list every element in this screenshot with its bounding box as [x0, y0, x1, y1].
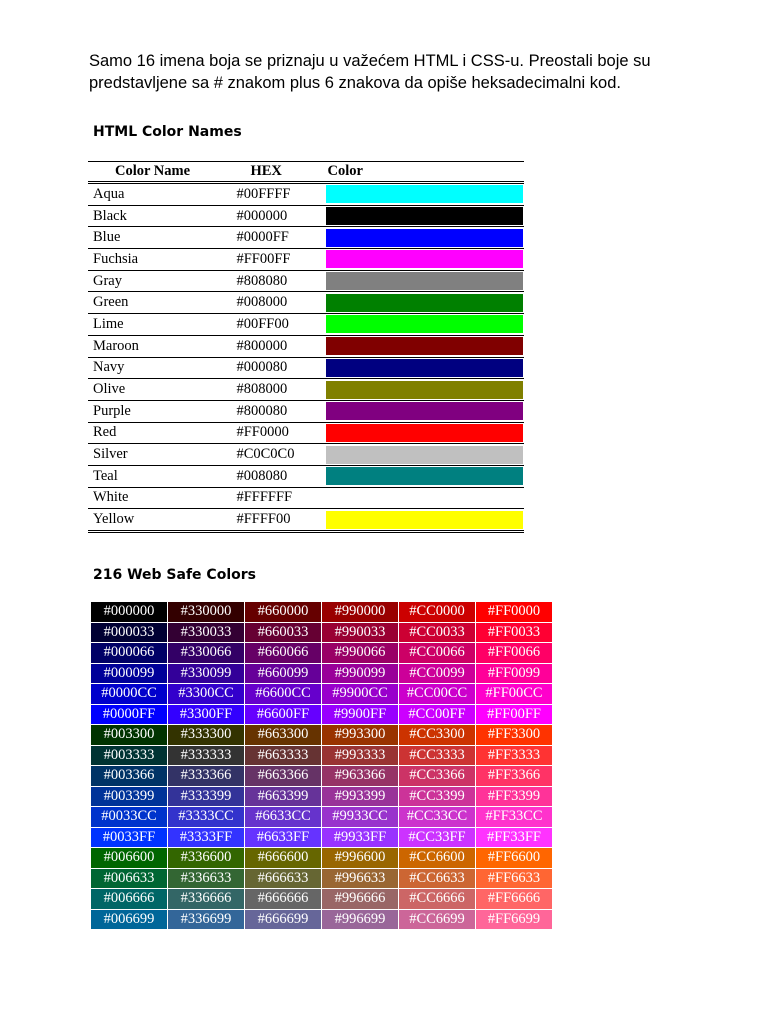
- color-name-cell: Silver: [88, 444, 230, 466]
- web-safe-color-cell: #CC6699: [399, 910, 475, 930]
- web-safe-color-cell: #CC00CC: [399, 684, 475, 704]
- color-swatch-cell: [326, 465, 525, 487]
- web-safe-color-cell: #660033: [245, 623, 321, 643]
- color-names-body: [88, 183, 524, 532]
- web-safe-color-cell: #CC33FF: [399, 828, 475, 848]
- web-safe-color-cell: #003399: [91, 787, 167, 807]
- web-safe-color-cell: #CC6666: [399, 889, 475, 909]
- color-swatch: [326, 250, 524, 268]
- web-safe-color-cell: #333366: [168, 766, 244, 786]
- web-safe-color-cell: #993333: [322, 746, 398, 766]
- color-swatch: [326, 359, 524, 377]
- table-row: [88, 249, 524, 271]
- web-safe-color-cell: #FF0066: [476, 643, 552, 663]
- web-safe-color-cell: #3333CC: [168, 807, 244, 827]
- web-safe-color-cell: #FF33FF: [476, 828, 552, 848]
- web-safe-color-cell: #660000: [245, 602, 321, 622]
- web-safe-color-cell: #CC6600: [399, 848, 475, 868]
- table-row: [88, 487, 524, 509]
- hex-cell: #FF00FF: [230, 249, 325, 271]
- web-safe-color-cell: #FF33CC: [476, 807, 552, 827]
- header-hex: HEX: [230, 162, 325, 183]
- web-safe-color-cell: #330033: [168, 623, 244, 643]
- web-safe-color-cell: #336600: [168, 848, 244, 868]
- table-row: [88, 444, 524, 466]
- color-swatch-cell: [326, 314, 525, 336]
- color-swatch: [326, 315, 524, 333]
- header-color-name: Color Name: [88, 162, 230, 183]
- web-safe-color-cell: #663399: [245, 787, 321, 807]
- web-safe-color-cell: #006699: [91, 910, 167, 930]
- web-safe-colors-grid: [91, 602, 553, 930]
- table-row: [88, 183, 524, 206]
- color-name-cell: Green: [88, 292, 230, 314]
- web-safe-color-cell: #006666: [91, 889, 167, 909]
- color-swatch-cell: [326, 422, 525, 444]
- web-safe-color-cell: #336699: [168, 910, 244, 930]
- color-swatch-cell: [326, 400, 525, 422]
- web-safe-color-cell: #FF0099: [476, 664, 552, 684]
- header-color: Color: [326, 162, 525, 183]
- html-color-names-heading: HTML Color Names: [93, 124, 242, 140]
- web-safe-color-cell: #0033CC: [91, 807, 167, 827]
- table-row: [88, 509, 524, 532]
- color-swatch: [326, 185, 524, 203]
- table-row: [88, 400, 524, 422]
- hex-cell: #008080: [230, 465, 325, 487]
- web-safe-color-cell: #000066: [91, 643, 167, 663]
- web-safe-color-cell: #CC3300: [399, 725, 475, 745]
- web-safe-color-cell: #663300: [245, 725, 321, 745]
- hex-cell: #808080: [230, 270, 325, 292]
- web-safe-color-cell: #CC0066: [399, 643, 475, 663]
- color-name-cell: Teal: [88, 465, 230, 487]
- web-safe-color-cell: #CC3333: [399, 746, 475, 766]
- table-row: [88, 422, 524, 444]
- color-swatch: [326, 337, 524, 355]
- color-name-cell: Lime: [88, 314, 230, 336]
- table-row: [88, 270, 524, 292]
- web-safe-color-cell: #666633: [245, 869, 321, 889]
- web-safe-color-cell: #330000: [168, 602, 244, 622]
- color-swatch-cell: [326, 335, 525, 357]
- hex-cell: #C0C0C0: [230, 444, 325, 466]
- web-safe-color-cell: #FF3333: [476, 746, 552, 766]
- web-safe-color-cell: #003333: [91, 746, 167, 766]
- color-name-cell: Blue: [88, 227, 230, 249]
- hex-cell: #FFFF00: [236, 511, 291, 528]
- hex-cell: #000080: [230, 357, 325, 379]
- web-safe-color-cell: #660099: [245, 664, 321, 684]
- color-name-cell: Red: [88, 422, 230, 444]
- web-safe-color-cell: #666600: [245, 848, 321, 868]
- hex-cell: #800000: [230, 335, 325, 357]
- web-safe-color-cell: #CC0099: [399, 664, 475, 684]
- color-name-cell: Olive: [88, 379, 230, 401]
- color-swatch-cell: [326, 227, 525, 249]
- web-safe-color-cell: #0000CC: [91, 684, 167, 704]
- hex-cell: #FF0000: [230, 422, 325, 444]
- web-safe-color-cell: #333399: [168, 787, 244, 807]
- web-safe-color-cell: #990033: [322, 623, 398, 643]
- table-header-row: [88, 162, 524, 183]
- color-swatch-cell: [326, 183, 525, 206]
- hex-cell: #0000FF: [230, 227, 325, 249]
- color-swatch-cell: [326, 379, 525, 401]
- hex-cell: #00FFFF: [230, 183, 325, 206]
- table-row: [88, 292, 524, 314]
- color-swatch-cell: [326, 292, 525, 314]
- web-safe-color-cell: #993300: [322, 725, 398, 745]
- web-safe-color-cell: #FF6666: [476, 889, 552, 909]
- web-safe-color-cell: #0000FF: [91, 705, 167, 725]
- web-safe-color-cell: #003366: [91, 766, 167, 786]
- web-safe-color-cell: #993399: [322, 787, 398, 807]
- web-safe-color-cell: #FF0000: [476, 602, 552, 622]
- color-swatch: [326, 207, 524, 225]
- color-swatch-cell: [326, 509, 525, 532]
- intro-paragraph: Samo 16 imena boja se priznaju u važećem HTML i CSS-u. Preostali boje su predstavljene sa # znakom plus 6 znakova da opiše heksadecimalni kod.: [89, 52, 651, 92]
- web-safe-color-cell: #FF3366: [476, 766, 552, 786]
- web-safe-color-cell: #996633: [322, 869, 398, 889]
- hex-cell: #00FF00: [230, 314, 325, 336]
- hex-cell: #800080: [230, 400, 325, 422]
- color-swatch: [326, 489, 524, 507]
- web-safe-color-cell: #9900FF: [322, 705, 398, 725]
- web-safe-color-cell: #990000: [322, 602, 398, 622]
- web-safe-color-cell: #963366: [322, 766, 398, 786]
- color-swatch-cell: [326, 357, 525, 379]
- web-safe-color-cell: #CC3399: [399, 787, 475, 807]
- web-safe-color-cell: #996600: [322, 848, 398, 868]
- table-row: [88, 357, 524, 379]
- web-safe-color-cell: #333333: [168, 746, 244, 766]
- web-safe-color-cell: #330066: [168, 643, 244, 663]
- web-safe-color-cell: #990066: [322, 643, 398, 663]
- web-safe-color-cell: #333300: [168, 725, 244, 745]
- web-safe-color-cell: #000000: [91, 602, 167, 622]
- web-safe-color-cell: #FF00CC: [476, 684, 552, 704]
- web-safe-color-cell: #990099: [322, 664, 398, 684]
- table-row: [88, 335, 524, 357]
- table-row: [88, 379, 524, 401]
- color-name-cell: Gray: [88, 270, 230, 292]
- web-safe-color-cell: #996699: [322, 910, 398, 930]
- table-row: [88, 465, 524, 487]
- web-safe-color-cell: #006600: [91, 848, 167, 868]
- table-row: [88, 205, 524, 227]
- color-swatch-cell: [326, 249, 525, 271]
- html-color-names-table: [88, 161, 524, 533]
- web-safe-color-cell: #336633: [168, 869, 244, 889]
- web-safe-color-cell: #FF0033: [476, 623, 552, 643]
- table-row: [88, 227, 524, 249]
- web-safe-color-cell: #CC3366: [399, 766, 475, 786]
- color-swatch-cell: [326, 444, 525, 466]
- web-safe-colors-heading: 216 Web Safe Colors: [93, 567, 256, 583]
- web-safe-color-cell: #FF6600: [476, 848, 552, 868]
- web-safe-color-cell: #CC0000: [399, 602, 475, 622]
- color-name-cell: Yellow: [93, 511, 135, 528]
- web-safe-color-cell: #336666: [168, 889, 244, 909]
- color-name-cell: Aqua: [88, 183, 230, 206]
- web-safe-color-cell: #666666: [245, 889, 321, 909]
- web-safe-color-cell: #6600CC: [245, 684, 321, 704]
- web-safe-color-cell: #FF6633: [476, 869, 552, 889]
- web-safe-color-cell: #0033FF: [91, 828, 167, 848]
- color-name-cell: Navy: [88, 357, 230, 379]
- web-safe-color-cell: #9900CC: [322, 684, 398, 704]
- color-name-cell: Fuchsia: [88, 249, 230, 271]
- web-safe-color-cell: #CC00FF: [399, 705, 475, 725]
- web-safe-color-cell: #660066: [245, 643, 321, 663]
- web-safe-color-cell: #000033: [91, 623, 167, 643]
- web-safe-color-cell: #006633: [91, 869, 167, 889]
- web-safe-color-cell: #FF00FF: [476, 705, 552, 725]
- web-safe-color-cell: #000099: [91, 664, 167, 684]
- web-safe-color-cell: #CC33CC: [399, 807, 475, 827]
- web-safe-color-cell: #663366: [245, 766, 321, 786]
- web-safe-color-cell: #330099: [168, 664, 244, 684]
- color-swatch-cell: [326, 487, 525, 509]
- color-swatch: [326, 381, 524, 399]
- web-safe-color-cell: #9933FF: [322, 828, 398, 848]
- color-swatch: [326, 229, 524, 247]
- web-safe-color-cell: #6600FF: [245, 705, 321, 725]
- web-safe-color-cell: #996666: [322, 889, 398, 909]
- web-safe-color-cell: #FF3399: [476, 787, 552, 807]
- color-swatch: [326, 402, 524, 420]
- hex-cell: #008000: [230, 292, 325, 314]
- web-safe-color-cell: #666699: [245, 910, 321, 930]
- table-row: [88, 314, 524, 336]
- web-safe-color-cell: #9933CC: [322, 807, 398, 827]
- web-safe-color-cell: #CC0033: [399, 623, 475, 643]
- hex-cell: #808000: [230, 379, 325, 401]
- color-name-cell: Purple: [88, 400, 230, 422]
- color-swatch-cell: [326, 270, 525, 292]
- web-safe-color-cell: #003300: [91, 725, 167, 745]
- web-safe-color-cell: #CC6633: [399, 869, 475, 889]
- web-safe-color-cell: #663333: [245, 746, 321, 766]
- web-safe-color-cell: #3300CC: [168, 684, 244, 704]
- web-safe-color-cell: #6633CC: [245, 807, 321, 827]
- web-safe-color-cell: #3300FF: [168, 705, 244, 725]
- color-name-cell: Maroon: [88, 335, 230, 357]
- color-name-cell: Black: [88, 205, 230, 227]
- color-name-cell: White: [88, 487, 230, 509]
- hex-cell: #FFFFFF: [230, 487, 325, 509]
- color-swatch: [326, 446, 524, 464]
- web-safe-color-cell: #FF3300: [476, 725, 552, 745]
- color-swatch-cell: [326, 205, 525, 227]
- color-swatch: [326, 294, 524, 312]
- hex-cell: #000000: [230, 205, 325, 227]
- web-safe-color-cell: #3333FF: [168, 828, 244, 848]
- color-swatch: [326, 424, 524, 442]
- color-swatch: [326, 511, 524, 529]
- web-safe-color-cell: #FF6699: [476, 910, 552, 930]
- web-safe-color-cell: #6633FF: [245, 828, 321, 848]
- color-swatch: [326, 467, 524, 485]
- color-swatch: [326, 272, 524, 290]
